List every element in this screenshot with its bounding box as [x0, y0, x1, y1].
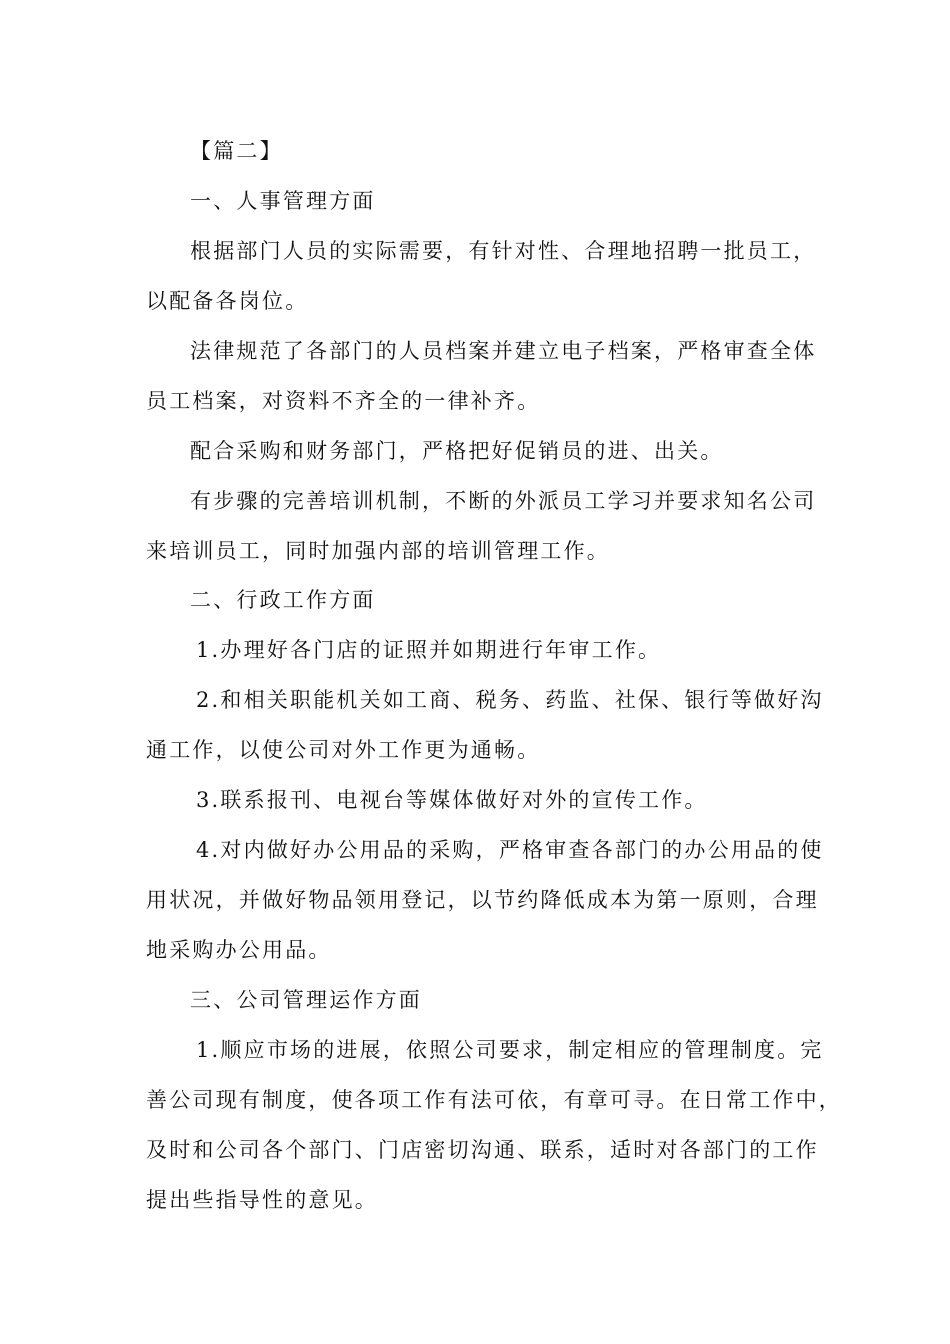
admin-item-4-line-2: 用状况，并做好物品领用登记，以节约降低成本为第一原则，合理	[146, 888, 819, 912]
management-item-1-line-2: 善公司现有制度，使各项工作有法可依，有章可寻。在日常工作中，	[146, 1088, 842, 1112]
heading-company-management: 三、公司管理运作方面	[190, 988, 422, 1012]
admin-item-4-line-3: 地采购办公用品。	[146, 938, 332, 962]
admin-item-4-line-1: 4.对内做好办公用品的采购，严格审查各部门的办公用品的使	[196, 838, 824, 862]
paragraph-promoters: 配合采购和财务部门，严格把好促销员的进、出关。	[190, 439, 724, 463]
admin-item-1: 1.办理好各门店的证照并如期进行年审工作。	[196, 638, 662, 662]
heading-administration: 二、行政工作方面	[190, 588, 376, 612]
admin-item-2-line-2: 通工作，以使公司对外工作更为通畅。	[146, 738, 541, 762]
paragraph-archives-line-2: 员工档案，对资料不齐全的一律补齐。	[146, 389, 541, 413]
paragraph-recruit-line-2: 以配备各岗位。	[146, 289, 309, 313]
section-marker: 【篇二】	[190, 139, 283, 163]
paragraph-recruit-line-1: 根据部门人员的实际需要，有针对性、合理地招聘一批员工，	[190, 239, 817, 263]
heading-personnel: 一、人事管理方面	[190, 189, 376, 213]
admin-item-2-line-1: 2.和相关职能机关如工商、税务、药监、社保、银行等做好沟	[196, 688, 824, 712]
management-item-1-line-3: 及时和公司各个部门、门店密切沟通、联系，适时对各部门的工作	[146, 1138, 819, 1162]
management-item-1-line-1: 1.顺应市场的进展，依照公司要求，制定相应的管理制度。完	[196, 1038, 824, 1062]
paragraph-training-line-1: 有步骤的完善培训机制，不断的外派员工学习并要求知名公司	[190, 489, 817, 513]
admin-item-3: 3.联系报刊、电视台等媒体做好对外的宣传工作。	[196, 788, 708, 812]
management-item-1-line-4: 提出些指导性的意见。	[146, 1188, 378, 1212]
paragraph-training-line-2: 来培训员工，同时加强内部的培训管理工作。	[146, 539, 610, 563]
paragraph-archives-line-1: 法律规范了各部门的人员档案并建立电子档案，严格审查全体	[190, 339, 817, 363]
